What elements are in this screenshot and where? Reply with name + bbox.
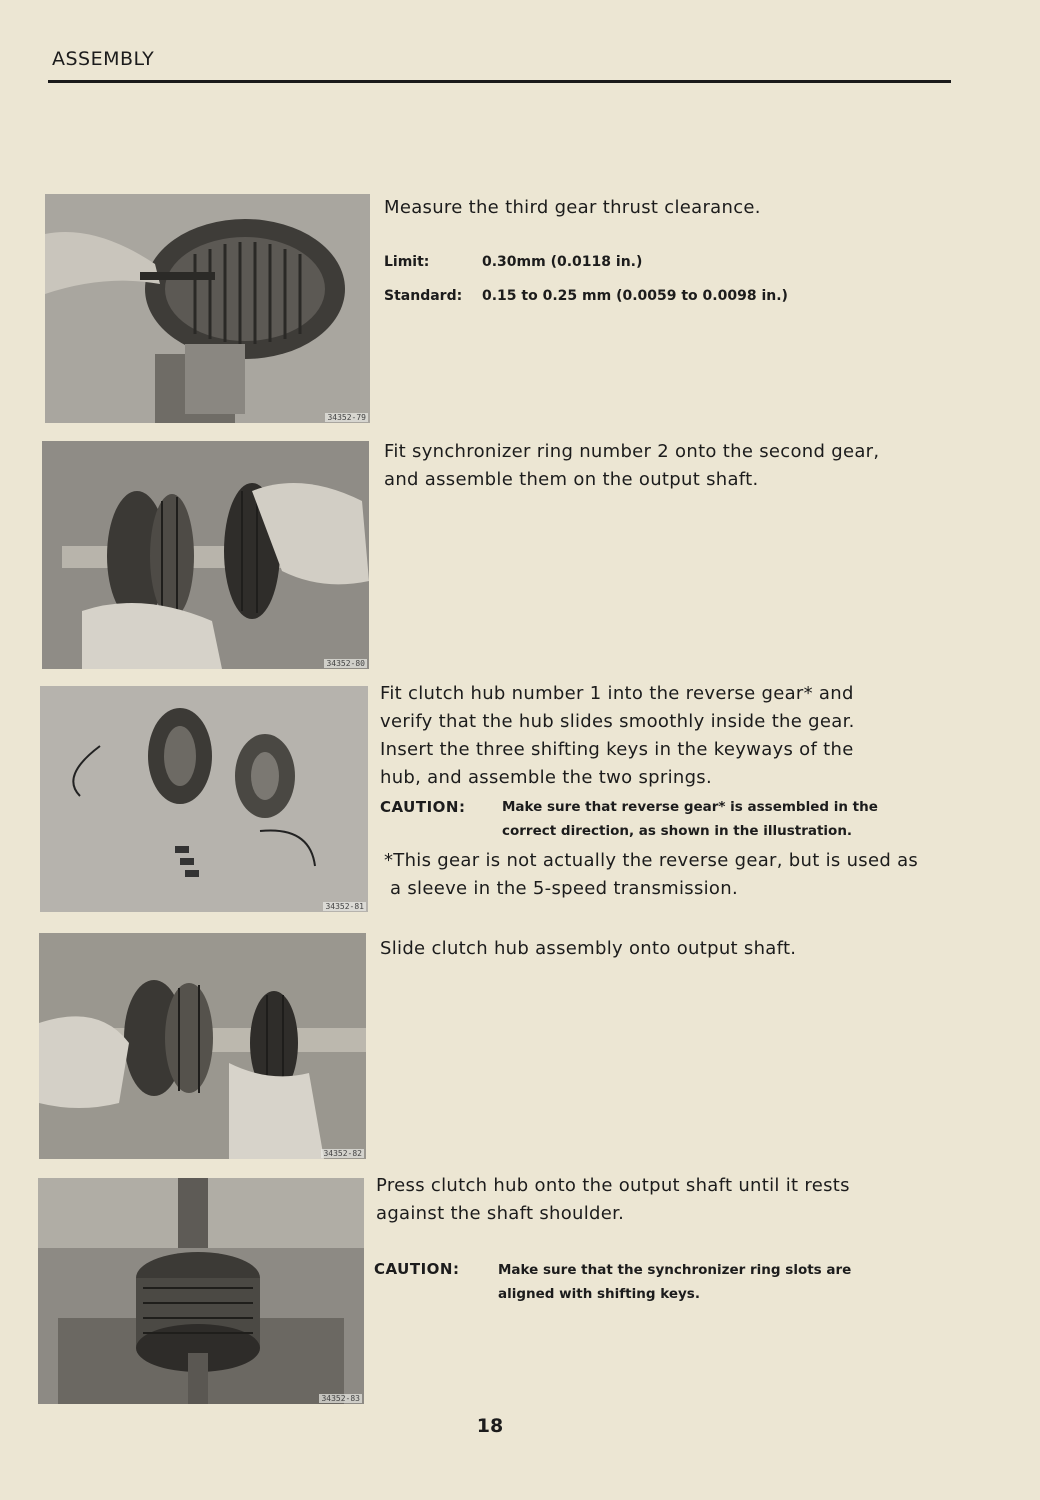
spec-value: 0.15 to 0.25 mm (0.0059 to 0.0098 in.)	[482, 288, 788, 304]
spec-standard	[384, 288, 788, 304]
text-line: verify that the hub slides smoothly inside the gear.	[380, 711, 855, 732]
step-4-text	[380, 935, 796, 963]
photo-code: 34352-79	[327, 413, 366, 422]
photo-code: 34352-82	[323, 1149, 362, 1158]
page-number: 18	[476, 1415, 504, 1437]
step-5-text	[376, 1172, 850, 1228]
spec-label: Limit:	[384, 254, 430, 270]
caution-label: CAUTION:	[380, 798, 466, 816]
step-1-text	[384, 194, 761, 222]
step-2-text	[384, 438, 879, 494]
caution-line: Make sure that reverse gear* is assembled in the	[502, 799, 878, 815]
photo-synchronizer-ring	[42, 441, 369, 669]
spec-value: 0.30mm (0.0118 in.)	[482, 254, 643, 270]
step-3-text	[380, 680, 855, 792]
text-line: and assemble them on the output shaft.	[384, 469, 759, 490]
note-line: *This gear is not actually the reverse gear, but is used as	[384, 850, 919, 871]
spec-limit	[384, 254, 642, 270]
photo-code: 34352-83	[321, 1394, 360, 1403]
text-line: Measure the third gear thrust clearance.	[384, 197, 761, 218]
note-line: a sleeve in the 5-speed transmission.	[390, 878, 738, 899]
text-line: Press clutch hub onto the output shaft until it rests	[376, 1175, 850, 1196]
photo-code: 34352-80	[326, 659, 365, 668]
text-line: hub, and assemble the two springs.	[380, 767, 713, 788]
photo-code: 34352-81	[325, 902, 364, 911]
text-line: Slide clutch hub assembly onto output shaft.	[380, 938, 797, 959]
caution-text	[498, 1258, 851, 1306]
caution-label: CAUTION:	[374, 1260, 460, 1278]
text-line: Fit synchronizer ring number 2 onto the second gear,	[384, 441, 880, 462]
text-line: Fit clutch hub number 1 into the reverse gear* and	[380, 683, 854, 704]
photo-slide-clutch-hub	[39, 933, 366, 1159]
caution-line: correct direction, as shown in the illustration.	[502, 823, 853, 839]
photo-clutch-hub-parts	[40, 686, 368, 912]
photo-press-clutch-hub	[38, 1178, 364, 1404]
section-header: ASSEMBLY	[52, 48, 155, 70]
caution-line: Make sure that the synchronizer ring slots are	[498, 1262, 852, 1278]
header-rule	[48, 80, 951, 83]
photo-thrust-clearance	[45, 194, 370, 423]
text-line: against the shaft shoulder.	[376, 1203, 625, 1224]
caution-line: aligned with shifting keys.	[498, 1286, 700, 1302]
caution-text	[502, 795, 878, 843]
spec-label: Standard:	[384, 288, 463, 304]
footnote	[384, 847, 918, 903]
text-line: Insert the three shifting keys in the keyways of the	[380, 739, 854, 760]
